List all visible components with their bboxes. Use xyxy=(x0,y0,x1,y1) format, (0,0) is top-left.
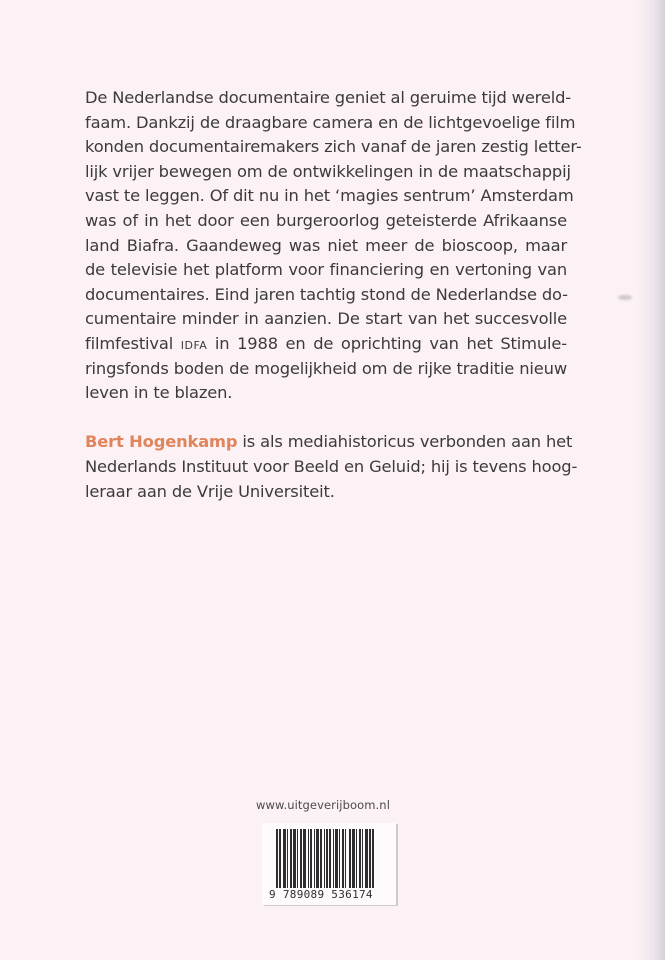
text-line: Nederlands Instituut voor Beeld en Geluid; hij is tevens hoog- xyxy=(85,456,578,476)
text-fragment: in 1988 en de oprichting van het Stimule- xyxy=(207,333,568,353)
author-name: Bert Hogenkamp xyxy=(85,432,238,452)
text-line: lijk vrijer bewegen om de ontwikkelingen in de maatschappij xyxy=(85,161,571,181)
author-bio-paragraph xyxy=(85,430,578,504)
text-line: konden documentairemakers zich vanaf de jaren zestig letter- xyxy=(85,137,582,157)
isbn-barcode xyxy=(262,823,396,905)
text-line: was of in het door een burgeroorlog geteisterde Afrikaanse xyxy=(85,210,567,230)
paragraph-gap xyxy=(85,406,567,431)
text-line: de televisie het platform voor financiering en vertoning van xyxy=(85,260,567,280)
page-edge-shadow xyxy=(637,0,665,960)
text-line: faam. Dankzij de draagbare camera en de lichtgevoelige film xyxy=(85,112,576,132)
text-line: cumentaire minder in aanzien. De start van het succesvolle xyxy=(85,309,567,329)
text-line: land Biafra. Gaandeweg was niet meer de bioscoop, maar xyxy=(85,235,567,255)
text-line: leraar aan de Vrije Universiteit. xyxy=(85,481,335,501)
text-fragment: is als mediahistoricus verbonden aan het xyxy=(237,432,573,452)
barcode-bars xyxy=(276,829,382,891)
text-fragment: filmfestival xyxy=(85,333,181,353)
isbn-number: 9 789089 536174 xyxy=(269,888,373,901)
idfa-acronym: idfa xyxy=(180,333,208,353)
text-line: ringsfonds boden de mogelijkheid om de rijke traditie nieuw xyxy=(85,358,567,378)
text-line xyxy=(85,430,573,455)
description-paragraph xyxy=(85,86,582,406)
back-cover-blurb xyxy=(85,86,582,504)
publisher-website: www.uitgeverijboom.nl xyxy=(256,798,390,812)
cover-smudge xyxy=(618,295,632,300)
text-line: vast te leggen. Of dit nu in het ‘magies sentrum’ Amsterdam xyxy=(85,186,574,206)
text-line: De Nederlandse documentaire geniet al geruime tijd wereld- xyxy=(85,88,572,107)
text-line: documentaires. Eind jaren tachtig stond de Nederlandse do- xyxy=(85,284,568,304)
text-line xyxy=(85,332,567,357)
text-line: leven in te blazen. xyxy=(85,383,233,403)
